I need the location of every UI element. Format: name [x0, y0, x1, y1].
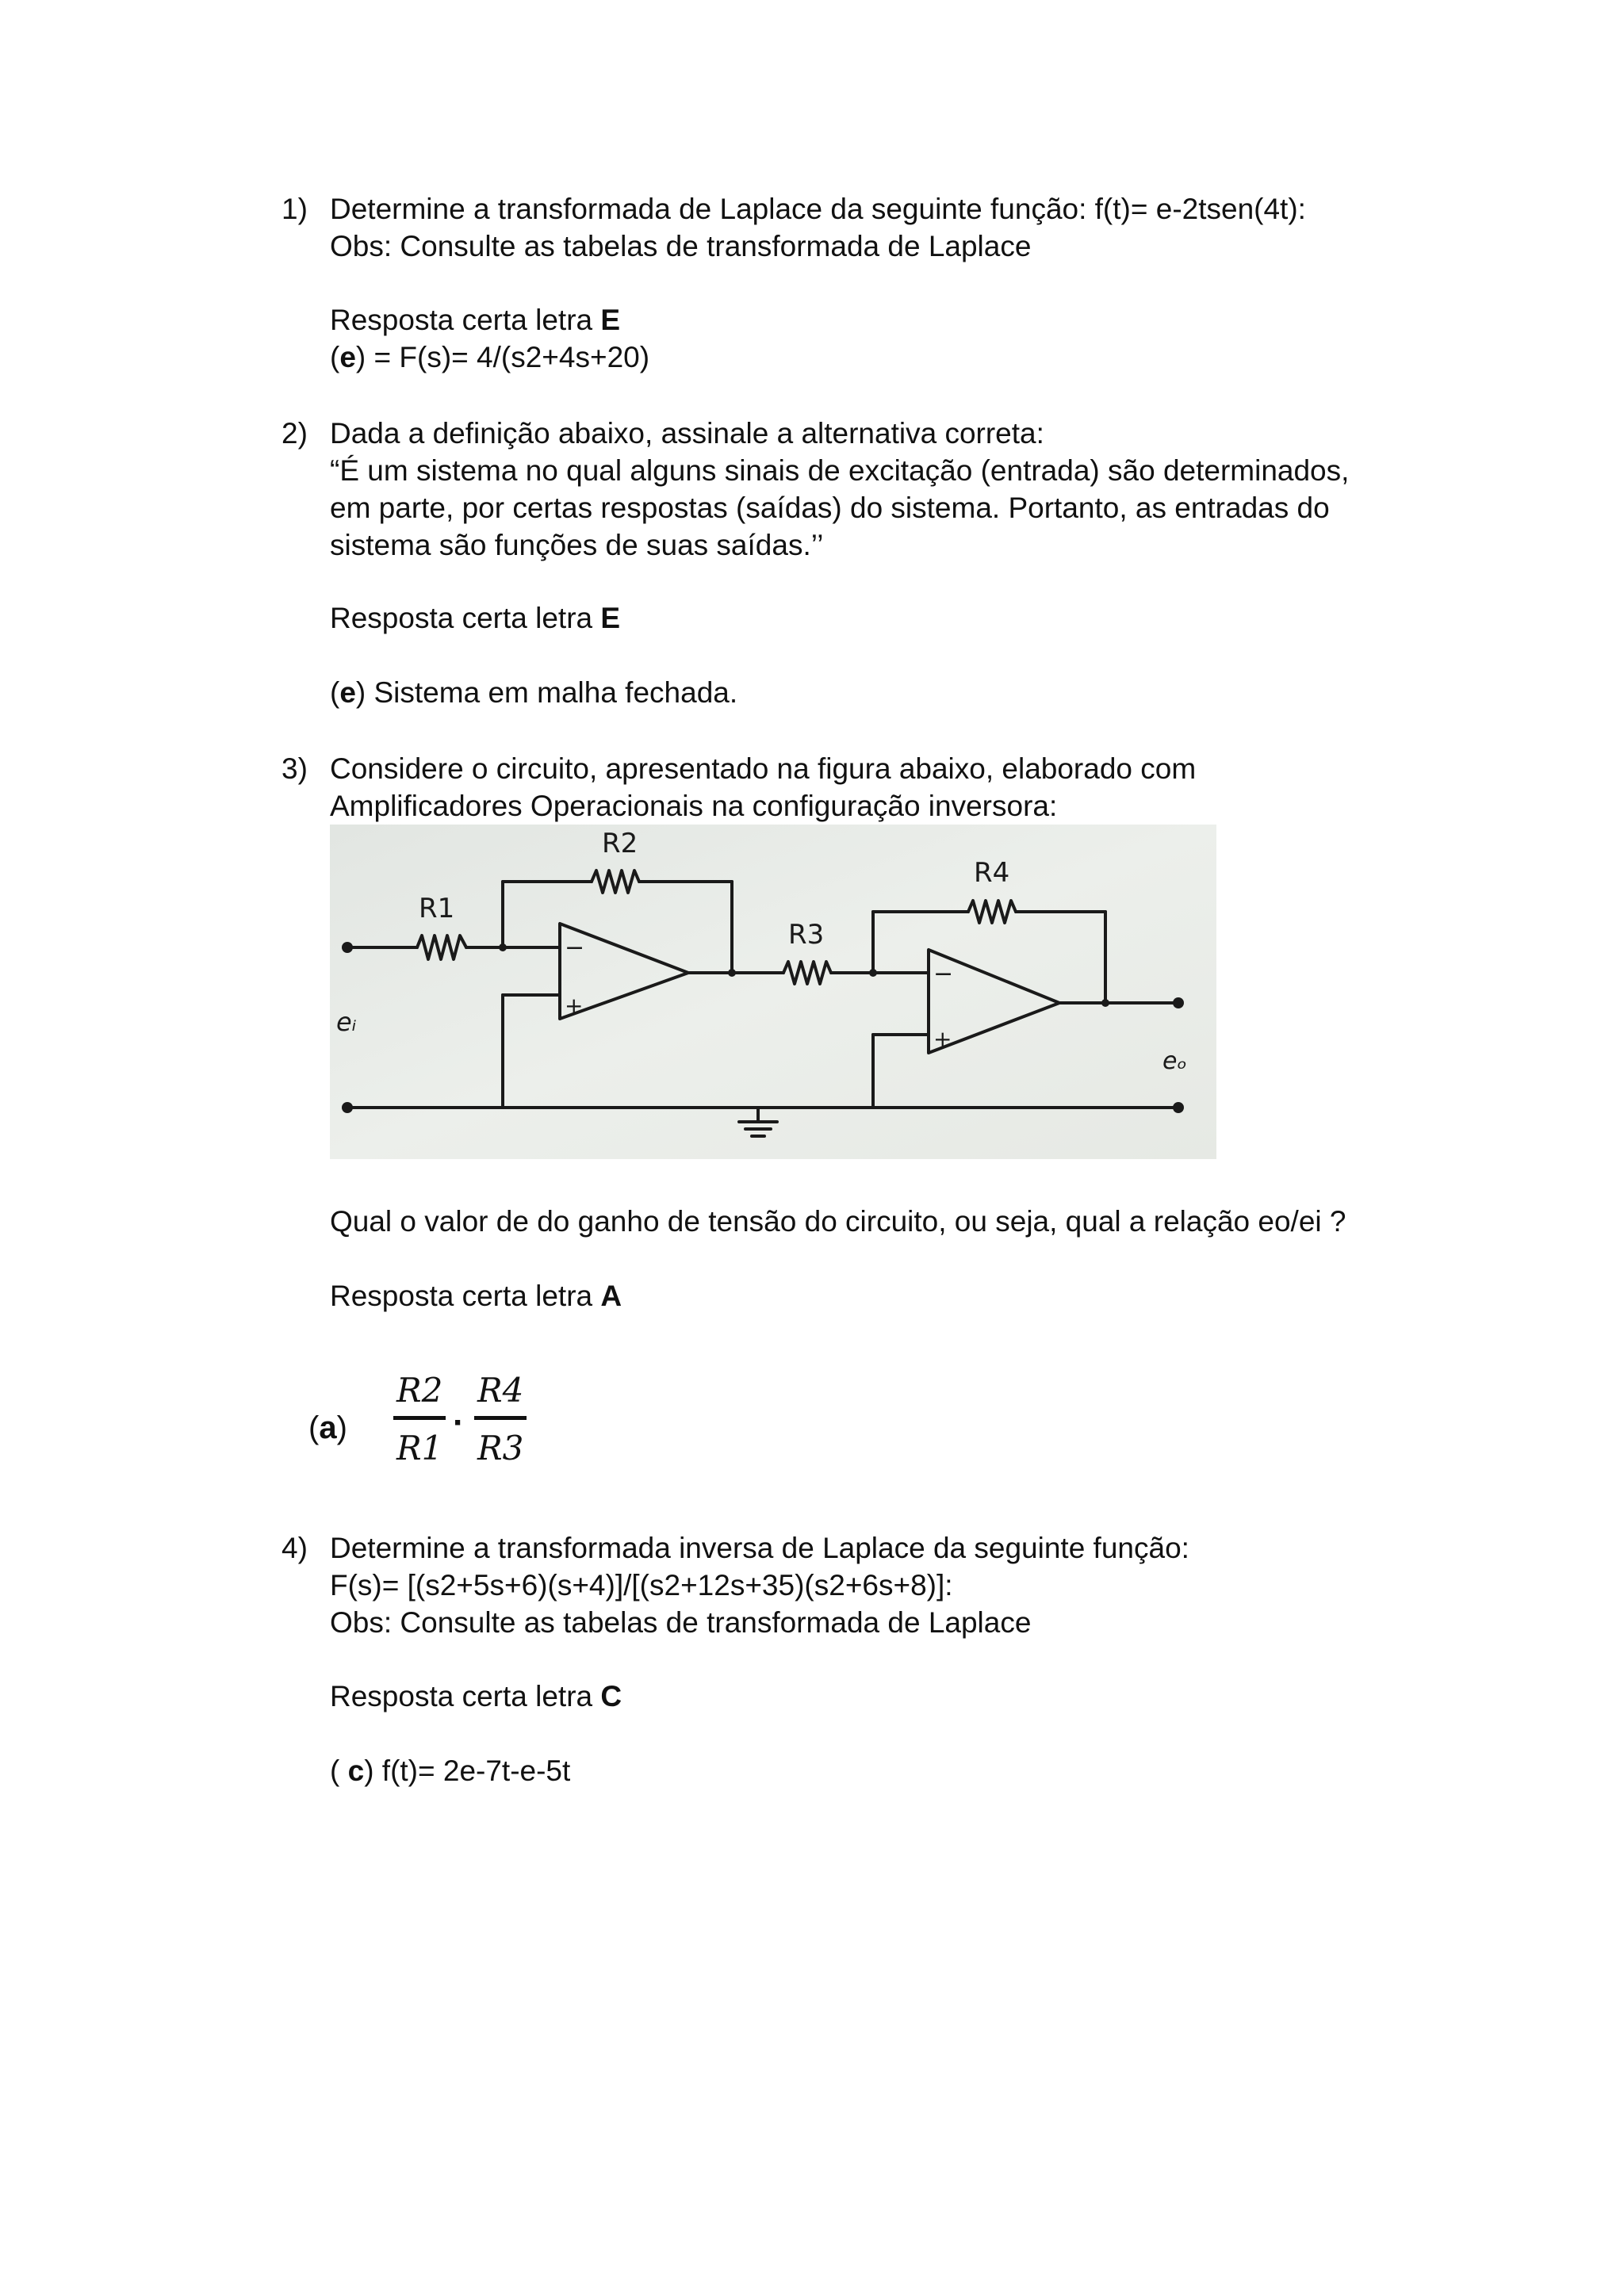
q2-answer-letter: e	[339, 676, 356, 709]
q1-statement: Determine a transformada de Laplace da seguinte função: f(t)= e-2tsen(4t):	[330, 193, 1306, 225]
r3-label: R3	[788, 919, 825, 951]
r2-label: R2	[602, 828, 638, 859]
eo-label: eₒ	[1162, 1047, 1187, 1075]
q4-resposta: Resposta certa letra C	[330, 1680, 622, 1712]
q1-answer-letter: e	[339, 341, 356, 373]
q3-number: 3)	[282, 752, 308, 785]
q2-answer: (e) Sistema em malha fechada.	[330, 676, 738, 709]
r1-label: R1	[419, 893, 455, 924]
q4-statement: Determine a transformada inversa de Laplace da seguinte função:	[330, 1532, 1189, 1564]
q3-statement: Considere o circuito, apresentado na figura abaixo, elaborado com	[330, 752, 1197, 785]
q3-resposta: Resposta certa letra A	[330, 1280, 622, 1312]
q2-resposta: Resposta certa letra E	[330, 602, 621, 634]
q2-number: 2)	[282, 417, 308, 450]
multiplication-dot: ·	[453, 1403, 465, 1442]
q4-obs: Obs: Consulte as tabelas de transformada de Laplace	[330, 1606, 1032, 1639]
q1-resposta-letter: E	[600, 304, 621, 336]
q1-answer: (e) = F(s)= 4/(s2+4s+20)	[330, 341, 650, 373]
q3-resposta-letter: A	[600, 1280, 622, 1312]
q2-quote-line-3: sistema são funções de suas saídas.’’	[330, 529, 824, 561]
q2-resposta-letter: E	[600, 602, 621, 634]
q3-question: Qual o valor de do ganho de tensão do circuito, ou seja, qual a relação eo/ei ?	[330, 1205, 1346, 1238]
q1-resposta: Resposta certa letra E	[330, 304, 621, 336]
op-amp-1-minus: −	[565, 934, 585, 962]
q4-resposta-letter: C	[600, 1680, 622, 1712]
q3-statement-2: Amplificadores Operacionais na configuração inversora:	[330, 790, 1058, 822]
q1-number: 1)	[282, 193, 308, 225]
op-amp-2-plus: +	[933, 1026, 952, 1052]
q3-answer-label: (a)	[308, 1410, 347, 1445]
op-amp-2-minus: −	[933, 960, 954, 988]
fraction-r2-over-r1: $\frac{R2}{R1}$	[393, 1370, 446, 1469]
r4-label: R4	[974, 857, 1010, 889]
q4-answer: ( c) f(t)= 2e-7t-e-5t	[330, 1755, 571, 1787]
q3-answer-letter: a	[319, 1410, 337, 1445]
fraction-r4-over-r3: $\frac{R4}{R3}$	[474, 1370, 527, 1469]
op-amp-circuit-figure	[330, 825, 1216, 1159]
ei-label: eᵢ	[336, 1007, 357, 1037]
q4-function: F(s)= [(s2+5s+6)(s+4)]/[(s2+12s+35)(s2+6s+8)]:	[330, 1569, 953, 1601]
op-amp-1-plus: +	[565, 993, 584, 1019]
q2-quote-line-1: “É um sistema no qual alguns sinais de excitação (entrada) são determinados,	[330, 454, 1350, 487]
q4-answer-letter: c	[347, 1755, 365, 1787]
q4-number: 4)	[282, 1532, 308, 1564]
q1-obs: Obs: Consulte as tabelas de transformada de Laplace	[330, 230, 1032, 262]
q2-quote-line-2: em parte, por certas respostas (saídas) do sistema. Portanto, as entradas do	[330, 492, 1330, 524]
q2-statement: Dada a definição abaixo, assinale a alternativa correta:	[330, 417, 1044, 450]
